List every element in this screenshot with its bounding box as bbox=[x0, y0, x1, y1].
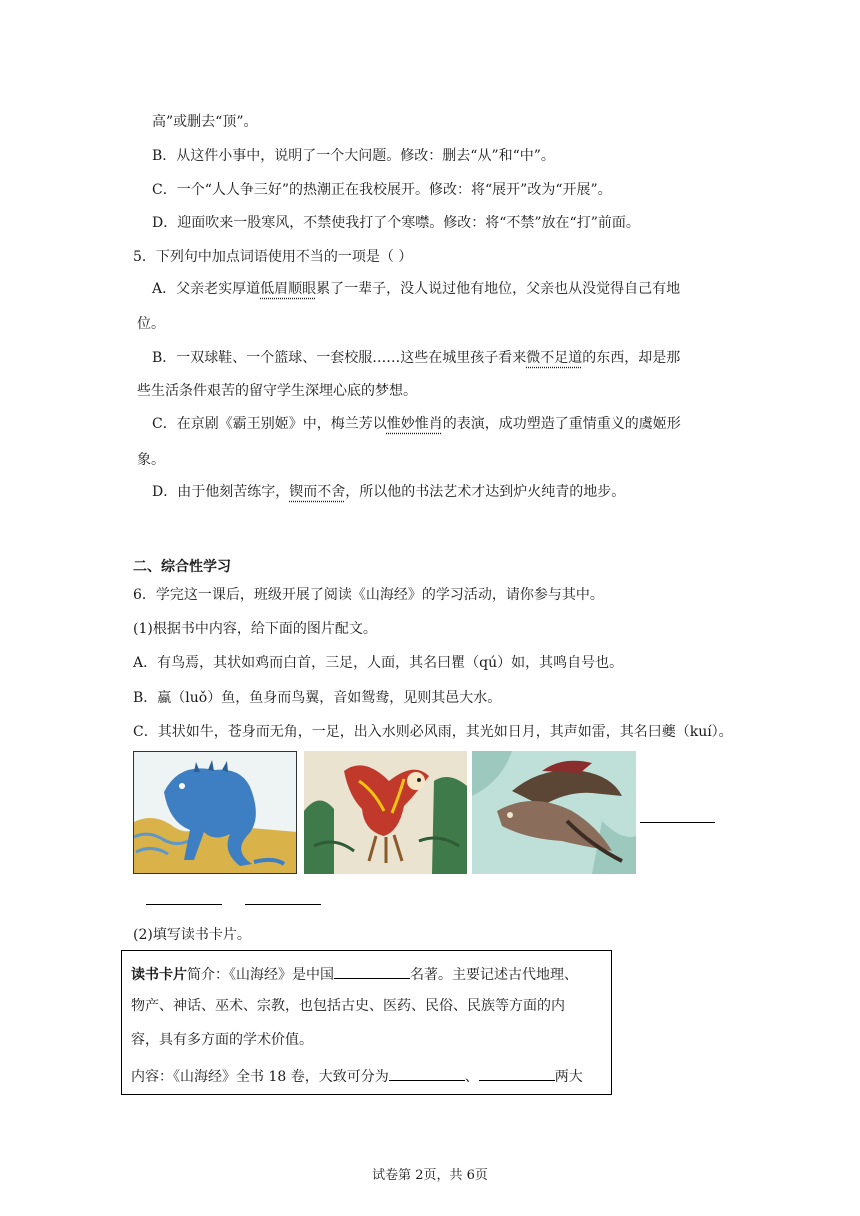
three-legged-bird-drawing bbox=[304, 751, 467, 874]
q5-option-a bbox=[152, 279, 680, 299]
blue-kui-monster-image bbox=[133, 751, 297, 874]
card-content-sep: 、 bbox=[464, 1069, 479, 1085]
answer-line-c[interactable] bbox=[640, 822, 715, 823]
q5-d-prefix: D．由于他刻苦练字， bbox=[152, 484, 290, 500]
q5-option-c-cont: 象。 bbox=[137, 452, 165, 468]
q6-sub1: (1)根据书中内容，给下面的图片配文。 bbox=[133, 621, 377, 637]
card-label: 读书卡片 bbox=[131, 967, 187, 983]
card-content-c: 两大 bbox=[554, 1069, 583, 1085]
q4-option-b: B．从这件小事中，说明了一个大问题。修改：删去“从”和“中”。 bbox=[152, 148, 555, 164]
q5-b-suffix: 的东西，却是那 bbox=[582, 350, 681, 366]
blank-part-1[interactable] bbox=[389, 1065, 465, 1081]
answer-line-b[interactable] bbox=[245, 904, 321, 905]
q5-b-dotted-word: 微不足道 bbox=[526, 350, 583, 366]
card-line-1 bbox=[131, 963, 578, 985]
section-title: 二、综合性学习 bbox=[133, 559, 231, 575]
q5-d-suffix: ，所以他的书法艺术才达到炉火纯青的地步。 bbox=[345, 484, 626, 500]
q5-option-d bbox=[152, 482, 625, 502]
q6-sub2: (2)填写读书卡片。 bbox=[133, 927, 251, 943]
blue-kui-monster-drawing bbox=[134, 752, 297, 874]
q6-stem: 6．学完这一课后，班级开展了阅读《山海经》的学习活动，请你参与其中。 bbox=[133, 587, 604, 603]
q5-d-dotted-word: 锲而不舍 bbox=[289, 484, 346, 500]
blank-part-2[interactable] bbox=[479, 1065, 555, 1081]
q6-option-a: A．有鸟焉，其状如鸡而白首，三足，人面，其名曰瞿（qú）如，其鸣自号也。 bbox=[133, 655, 624, 671]
q5-a-prefix: A．父亲老实厚道 bbox=[152, 281, 261, 297]
q5-stem: 5．下列句中加点词语使用不当的一项是（ ） bbox=[133, 249, 413, 265]
q4-option-c: C．一个“人人争三好”的热潮正在我校展开。修改：将“展开”改为“开展”。 bbox=[152, 182, 612, 198]
q5-option-b-cont: 些生活条件艰苦的留守学生深埋心底的梦想。 bbox=[137, 383, 417, 399]
q5-a-suffix: 累了一辈子，没人说过他有地位，父亲也从没觉得自己有地 bbox=[316, 281, 681, 297]
q5-c-suffix: 的表演，成功塑造了重情重义的虞姬形 bbox=[442, 416, 681, 432]
page-footer: 试卷第 2页，共 6页 bbox=[372, 1168, 488, 1183]
card-line-2: 物产、神话、巫术、宗教，也包括古史、医药、民俗、民族等方面的内 bbox=[131, 998, 565, 1014]
winged-fish-drawing bbox=[472, 751, 636, 874]
answer-line-a[interactable] bbox=[146, 904, 222, 905]
q5-option-c bbox=[152, 414, 681, 434]
three-legged-bird-image bbox=[304, 751, 467, 874]
card-content-a: 内容：《山海经》全书 18 卷，大致可分为 bbox=[131, 1069, 389, 1085]
q6-option-b: B．蠃（luǒ）鱼，鱼身而鸟翼，音如鸳鸯，见则其邑大水。 bbox=[133, 690, 502, 706]
q5-option-a-cont: 位。 bbox=[137, 316, 165, 332]
winged-fish-image bbox=[472, 751, 636, 874]
q5-a-dotted-word: 低眉顺眼 bbox=[260, 281, 317, 297]
q5-c-dotted-word: 惟妙惟肖 bbox=[386, 416, 443, 432]
q5-option-b bbox=[152, 348, 680, 368]
q6-option-c: C．其状如牛，苍身而无角，一足，出入水则必风雨，其光如日月，其声如雷，其名曰夔（kuí）。 bbox=[133, 724, 733, 740]
blank-dynasty[interactable] bbox=[334, 963, 410, 979]
q4-continuation: 高”或删去“顶”。 bbox=[152, 114, 258, 130]
card-line-3: 容，具有多方面的学术价值。 bbox=[131, 1032, 313, 1048]
card-line-4 bbox=[131, 1065, 583, 1087]
q4-option-d: D．迎面吹来一股寒风，不禁使我打了个寒噤。修改：将“不禁”放在“打”前面。 bbox=[152, 215, 640, 231]
card-intro-a: 简介：《山海经》是中国 bbox=[187, 967, 334, 983]
card-intro-b: 名著。主要记述古代地理、 bbox=[410, 967, 578, 983]
q5-c-prefix: C．在京剧《霸王别姬》中，梅兰芳以 bbox=[152, 416, 387, 432]
q5-b-prefix: B．一双球鞋、一个篮球、一套校服……这些在城里孩子看来 bbox=[152, 350, 527, 366]
